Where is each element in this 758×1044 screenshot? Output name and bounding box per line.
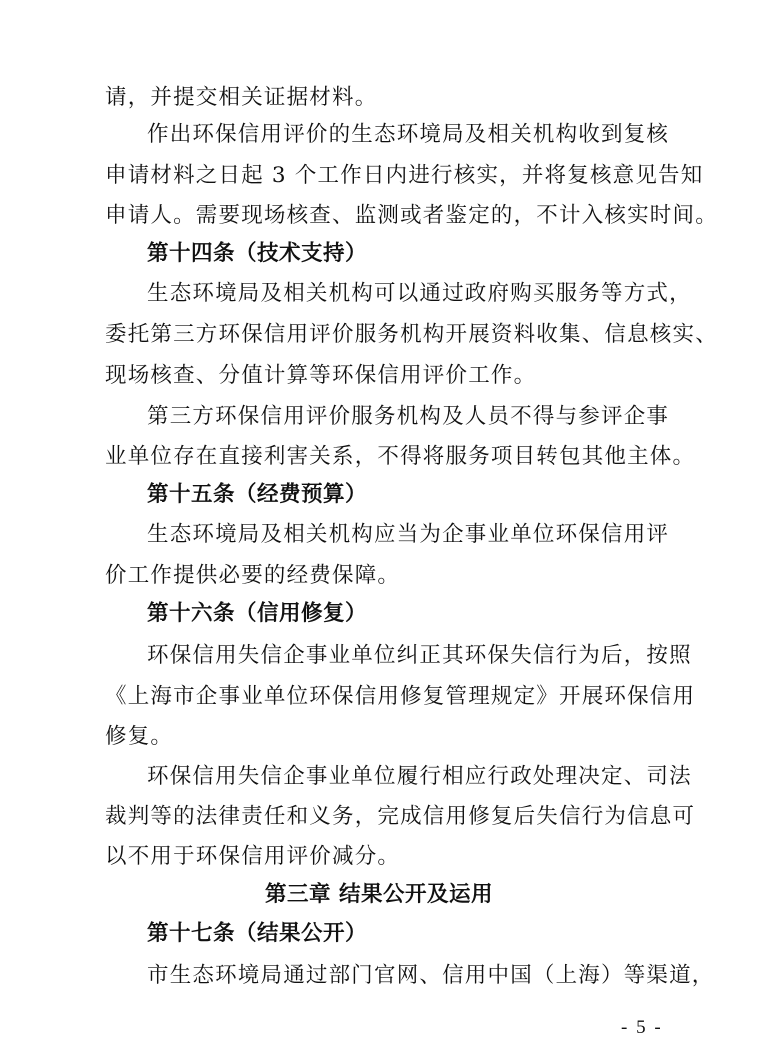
paragraph-line: 裁判等的法律责任和义务，完成信用修复后失信行为信息可 — [105, 804, 696, 829]
paragraph-line: 以不用于环保信用评价减分。 — [105, 844, 401, 869]
paragraph-line: 申请人。需要现场核查、监测或者鉴定的，不计入核实时间。 — [105, 203, 718, 228]
page-number: - 5 - — [621, 1017, 663, 1038]
paragraph-line: 第三方环保信用评价服务机构及人员不得与参评企事 — [147, 404, 670, 429]
paragraph-line: 作出环保信用评价的生态环境局及相关机构收到复核 — [147, 122, 670, 147]
paragraph-line: 价工作提供必要的经费保障。 — [105, 563, 401, 588]
paragraph-line: 申请材料之日起 3 个工作日内进行核实，并将复核意见告知 — [105, 163, 704, 188]
article-heading: 第十七条（结果公开） — [147, 921, 368, 946]
article-heading: 第十六条（信用修复） — [147, 601, 368, 626]
paragraph-line: 业单位存在直接利害关系，不得将服务项目转包其他主体。 — [105, 444, 696, 469]
paragraph-line: 修复。 — [105, 724, 174, 749]
paragraph-line: 委托第三方环保信用评价服务机构开展资料收集、信息核实、 — [105, 322, 718, 347]
paragraph-line: 《上海市企事业单位环保信用修复管理规定》开展环保信用 — [105, 684, 696, 709]
paragraph-line: 环保信用失信企事业单位纠正其环保失信行为后，按照 — [147, 643, 692, 668]
paragraph-line: 生态环境局及相关机构可以通过政府购买服务等方式， — [147, 281, 692, 306]
chapter-heading: 第三章 结果公开及运用 — [265, 882, 493, 907]
paragraph-line: 市生态环境局通过部门官网、信用中国（上海）等渠道， — [147, 963, 715, 988]
paragraph-line: 环保信用失信企事业单位履行相应行政处理决定、司法 — [147, 764, 692, 789]
article-heading: 第十四条（技术支持） — [147, 241, 368, 266]
paragraph-line: 请，并提交相关证据材料。 — [105, 85, 378, 110]
article-heading: 第十五条（经费预算） — [147, 482, 368, 507]
paragraph-line: 生态环境局及相关机构应当为企事业单位环保信用评 — [147, 522, 670, 547]
paragraph-line: 现场核查、分值计算等环保信用评价工作。 — [105, 363, 537, 388]
